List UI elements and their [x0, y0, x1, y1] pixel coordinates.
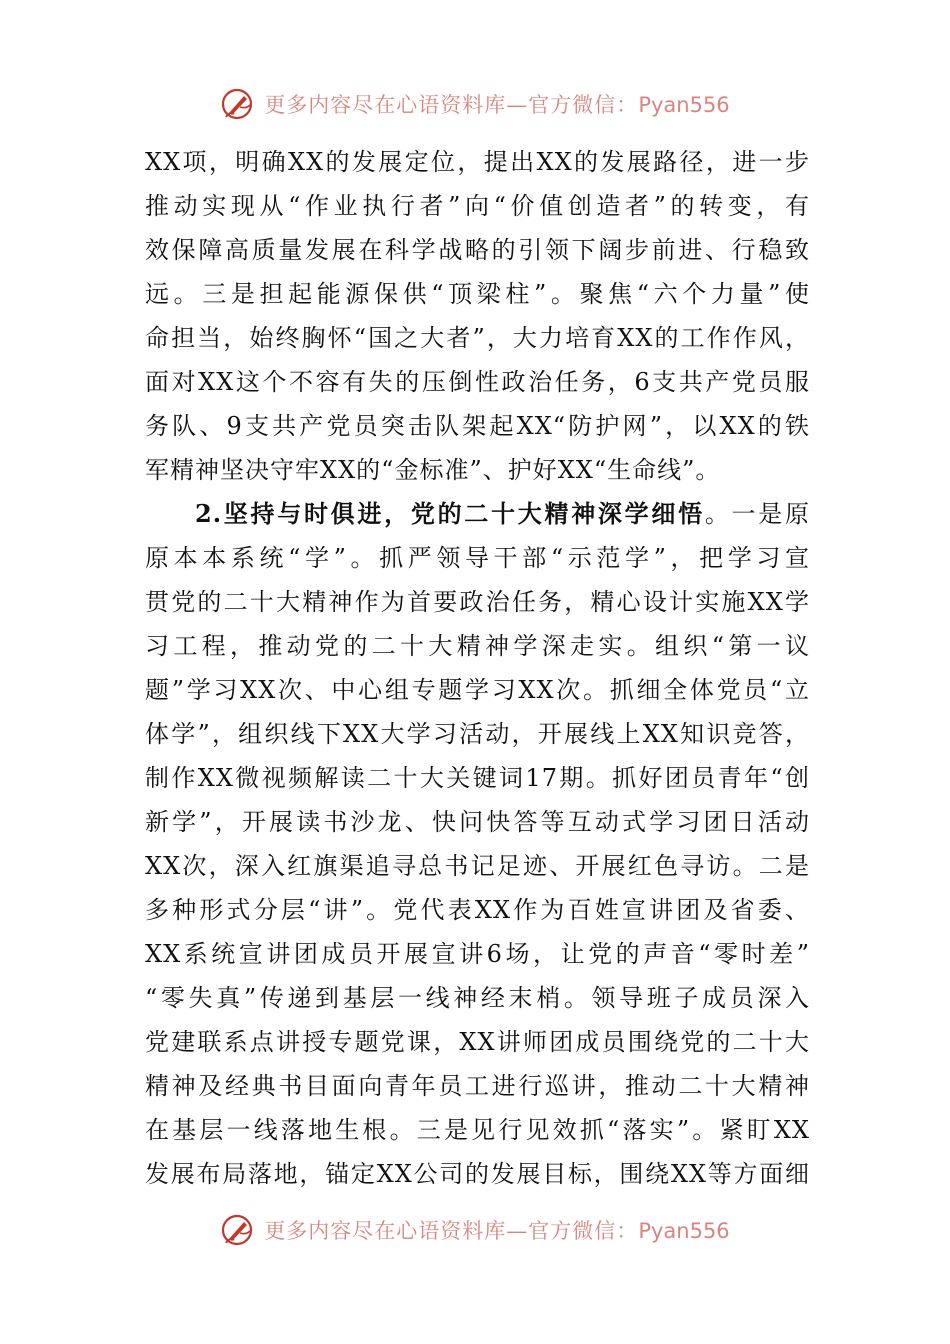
- text-line: XX系统宣讲团成员开展宣讲6场，让党的声音“零时差”: [145, 940, 810, 968]
- text-line: “零失真”传递到基层一线神经末梢。领导班子成员深入: [145, 984, 810, 1012]
- section-heading: 2.坚持与时俱进，党的二十大精神深学细悟: [195, 499, 705, 528]
- document-body: [145, 140, 810, 1196]
- text-line: 原本本系统“学”。抓严领导干部“示范学”，把学习宣: [145, 544, 810, 572]
- text-line: 题”学习XX次、中心组专题学习XX次。抓细全体党员“立: [145, 676, 810, 704]
- text-line: 推动实现从“作业执行者”向“价值创造者”的转变，有: [145, 192, 810, 220]
- text-line: XX项，明确XX的发展定位，提出XX的发展路径，进一步: [145, 148, 810, 176]
- text-line: 面对XX这个不容有失的压倒性政治任务，6支共产党员服: [145, 368, 810, 396]
- header-banner: [0, 84, 950, 124]
- heading-continuation: 。一是原: [704, 500, 810, 528]
- text-line: 务队、9支共产党员突击队架起XX“防护网”，以XX的铁: [145, 412, 810, 440]
- text-line: 党建联系点讲授专题党课，XX讲师团成员围绕党的二十大: [145, 1028, 810, 1056]
- text-line: 制作XX微视频解读二十大关键词17期。抓好团员青年“创: [145, 764, 810, 792]
- text-line: 贯党的二十大精神作为首要政治任务，精心设计实施XX学: [145, 588, 810, 616]
- text-line: 习工程，推动党的二十大精神学深走实。组织“第一议: [145, 632, 810, 660]
- text-line: 命担当，始终胸怀“国之大者”，大力培育XX的工作作风，: [145, 324, 810, 352]
- text-line: 精神及经典书目面向青年员工进行巡讲，推动二十大精神: [145, 1072, 810, 1100]
- text-line-first: [145, 492, 810, 536]
- text-line: 发展布局落地，锚定XX公司的发展目标，围绕XX等方面细: [145, 1160, 810, 1188]
- text-line: 远。三是担起能源保供“顶梁柱”。聚焦“六个力量”使: [145, 280, 810, 308]
- header-banner-text: 更多内容尽在心语资料库—官方微信：Pyan556: [264, 93, 730, 117]
- paragraph-1: [145, 140, 810, 492]
- pen-logo-icon: [220, 87, 254, 121]
- wechat-id: Pyan556: [638, 1219, 730, 1243]
- text-line: 新学”，开展读书沙龙、快问快答等互动式学习团日活动: [145, 808, 810, 836]
- wechat-id: Pyan556: [638, 93, 730, 117]
- text-line: 在基层一线落地生根。三是见行见效抓“落实”。紧盯XX: [145, 1116, 810, 1144]
- text-line: 效保障高质量发展在科学战略的引领下阔步前进、行稳致: [145, 236, 810, 264]
- footer-banner-text: 更多内容尽在心语资料库—官方微信：Pyan556: [264, 1219, 730, 1243]
- text-line: XX次，深入红旗渠追寻总书记足迹、开展红色寻访。二是: [145, 852, 810, 880]
- text-line: 军精神坚决守牢XX的“金标准”、护好XX“生命线”。: [145, 456, 721, 484]
- text-line: 多种形式分层“讲”。党代表XX作为百姓宣讲团及省委、: [145, 896, 810, 924]
- pen-logo-icon: [220, 1213, 254, 1247]
- paragraph-2: [145, 492, 810, 1196]
- footer-banner: [0, 1210, 950, 1250]
- text-line: 体学”，组织线下XX大学习活动，开展线上XX知识竞答，: [145, 720, 810, 748]
